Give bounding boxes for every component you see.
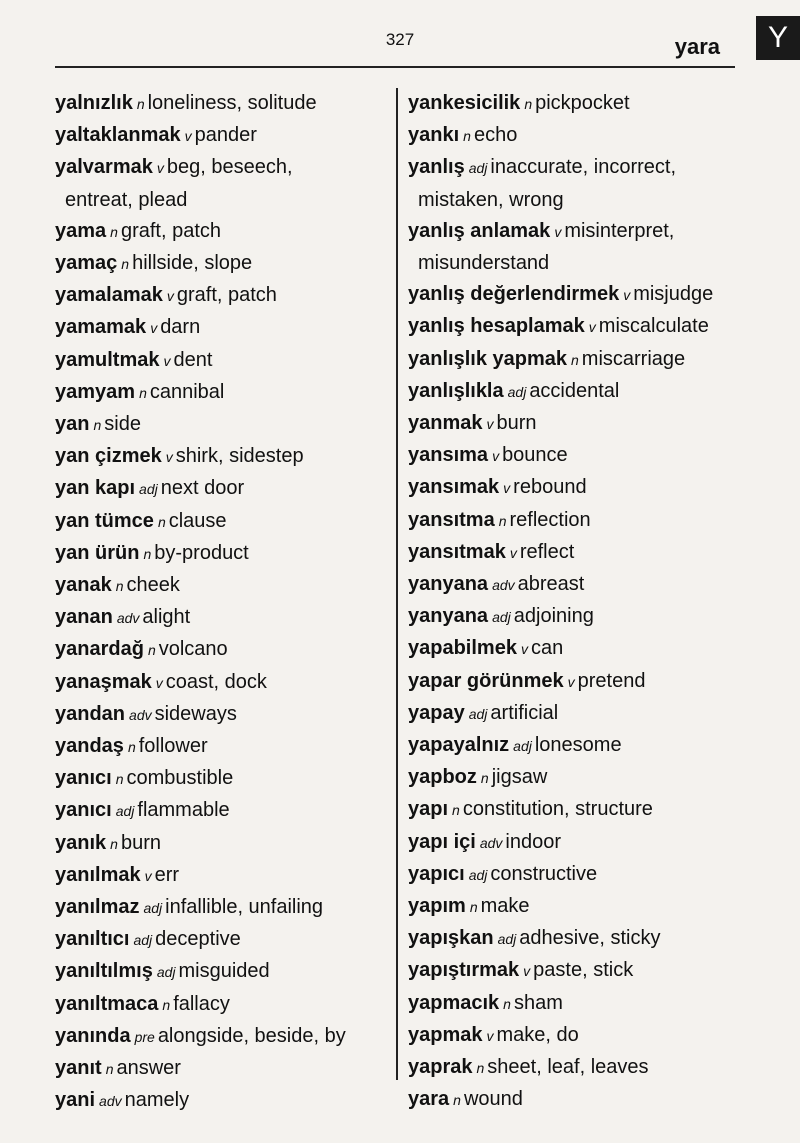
headword: yan ürün (55, 541, 140, 564)
part-of-speech: n (93, 417, 102, 434)
headword: yandan (55, 702, 126, 725)
definition: fallacy (173, 992, 230, 1015)
headword: yanlış hesaplamak (408, 315, 585, 338)
part-of-speech: n (147, 642, 156, 659)
part-of-speech: v (150, 320, 158, 337)
headword: yalnızlık (55, 92, 133, 114)
dictionary-entry (55, 377, 390, 409)
headword: yankı (408, 124, 460, 147)
part-of-speech: v (155, 674, 163, 691)
page-number: 327 (385, 30, 415, 49)
dictionary-entry (408, 762, 798, 794)
definition: misinterpret, (564, 219, 675, 242)
definition: clause (168, 509, 227, 532)
definition: reflect (519, 540, 575, 563)
part-of-speech: adv (492, 577, 515, 594)
part-of-speech: n (143, 545, 152, 562)
part-of-speech: n (480, 770, 489, 787)
dictionary-entry (55, 345, 390, 377)
definition: deceptive (155, 928, 241, 951)
part-of-speech: v (520, 641, 528, 658)
definition: hillside, slope (132, 252, 253, 275)
definition: burn (120, 831, 161, 854)
dictionary-entry (55, 1021, 390, 1053)
headword: yapar görünmek (408, 669, 564, 692)
headword: yanıltılmış (55, 960, 153, 983)
definition: abreast (517, 573, 585, 596)
dictionary-entry (408, 537, 798, 569)
headword: yankesicilik (408, 92, 521, 114)
headword: yanan (55, 606, 113, 629)
headword: yanık (55, 831, 107, 854)
dictionary-entry (408, 279, 798, 311)
dictionary-entry (55, 1053, 390, 1085)
dictionary-entry (55, 280, 390, 312)
definition: cheek (126, 574, 180, 597)
dictionary-entry (408, 955, 798, 987)
part-of-speech: n (498, 512, 507, 529)
headword: yapboz (408, 766, 477, 789)
dictionary-entry (408, 408, 798, 440)
definition: adjoining (513, 605, 594, 628)
headword: yapıştırmak (408, 959, 520, 982)
definition: reflection (509, 508, 591, 531)
definition: wound (463, 1088, 523, 1111)
definition: echo (473, 124, 518, 147)
part-of-speech: adv (99, 1093, 122, 1110)
dictionary-entry (408, 472, 798, 504)
part-of-speech: adj (497, 931, 517, 948)
part-of-speech: n (157, 513, 166, 530)
part-of-speech: adj (468, 160, 488, 177)
definition: next door (160, 477, 245, 500)
headword: yapay (408, 701, 465, 724)
dictionary-entry (408, 923, 798, 955)
definition: alight (142, 606, 191, 629)
definition: artificial (490, 701, 559, 724)
headword: yapışkan (408, 927, 494, 950)
headword: yanıltmaca (55, 992, 159, 1015)
dictionary-entry (55, 409, 390, 441)
dictionary-entry (408, 311, 798, 343)
part-of-speech: n (476, 1060, 485, 1077)
definition: can (530, 637, 564, 660)
headword: yani (55, 1089, 96, 1112)
definition: sheet, leaf, leaves (487, 1056, 649, 1079)
part-of-speech: v (588, 319, 596, 336)
dictionary-entry (408, 827, 798, 859)
headword: yanılmaz (55, 896, 140, 919)
definition: bounce (502, 444, 568, 467)
headword: yamultmak (55, 348, 160, 371)
part-of-speech: n (127, 739, 136, 756)
definition: coast, dock (165, 670, 267, 693)
part-of-speech: adj (133, 932, 153, 949)
definition: answer (116, 1057, 181, 1080)
part-of-speech: v (486, 1027, 494, 1044)
headword: yalvarmak (55, 156, 153, 179)
part-of-speech: n (570, 351, 579, 368)
definition: constructive (490, 862, 598, 885)
definition: adhesive, sticky (519, 927, 661, 950)
headword: yanyana (408, 605, 489, 628)
dictionary-entry (408, 666, 798, 698)
definition-continued: misunderstand (418, 252, 550, 275)
definition: misguided (178, 960, 270, 983)
dictionary-entry (55, 1085, 390, 1117)
part-of-speech: n (139, 384, 147, 401)
part-of-speech: v (165, 449, 173, 466)
part-of-speech: n (162, 996, 171, 1013)
headword: yansıtmak (408, 540, 506, 563)
dictionary-entry (408, 120, 798, 152)
dictionary-entry (408, 698, 798, 730)
part-of-speech: v (492, 448, 500, 465)
headword: yanılmak (55, 863, 141, 886)
dictionary-entry (55, 312, 390, 344)
dictionary-entry (55, 88, 390, 120)
dictionary-entry (55, 731, 390, 763)
definition: indoor (505, 830, 561, 853)
part-of-speech: n (503, 995, 511, 1012)
part-of-speech: v (163, 352, 171, 369)
definition: side (104, 413, 141, 436)
definition: constitution, structure (462, 798, 653, 821)
dictionary-entry (55, 989, 390, 1021)
part-of-speech: adj (115, 803, 135, 820)
dictionary-entry (408, 344, 798, 376)
dictionary-entry (408, 505, 798, 537)
part-of-speech: v (623, 287, 631, 304)
headword: yansımak (408, 476, 500, 499)
definition: make (480, 895, 530, 918)
definition: alongside, beside, by (157, 1024, 346, 1047)
headword: yan (55, 413, 90, 436)
part-of-speech: v (509, 544, 517, 561)
headword: yaprak (408, 1056, 473, 1079)
definition: inaccurate, incorrect, (490, 156, 677, 179)
headword: yamalamak (55, 284, 163, 307)
definition: volcano (158, 638, 228, 661)
headword: yamyam (55, 380, 136, 403)
part-of-speech: pre (134, 1028, 155, 1045)
part-of-speech: n (110, 223, 118, 240)
dictionary-entry (55, 763, 390, 795)
part-of-speech: n (452, 802, 460, 819)
headword: yara (408, 1088, 450, 1111)
letter-tab: Y (756, 16, 800, 60)
headword: yapı içi (408, 830, 476, 853)
definition: loneliness, solitude (147, 92, 317, 114)
definition: beg, beseech, (166, 156, 293, 179)
part-of-speech: v (144, 867, 152, 884)
dictionary-entry (408, 1052, 798, 1084)
definition: darn (160, 316, 201, 339)
dictionary-entry (408, 859, 798, 891)
part-of-speech: v (166, 288, 174, 305)
part-of-speech: n (115, 578, 124, 595)
headword: yanardağ (55, 638, 144, 661)
headword: yanıt (55, 1057, 102, 1080)
dictionary-entry (408, 891, 798, 923)
headword: yansıtma (408, 508, 495, 531)
definition-continued: entreat, plead (65, 188, 188, 211)
headword: yapabilmek (408, 637, 517, 660)
part-of-speech: v (523, 963, 531, 980)
definition: combustible (126, 767, 234, 790)
column-divider (396, 88, 398, 1080)
definition: dent (173, 348, 213, 371)
left-column (55, 88, 390, 1118)
dictionary-entry (408, 1084, 798, 1116)
headword: yanıltıcı (55, 928, 130, 951)
definition: miscalculate (598, 315, 709, 338)
dictionary-entry (55, 602, 390, 634)
part-of-speech: n (115, 771, 124, 788)
part-of-speech: v (486, 416, 494, 433)
definition: accidental (529, 379, 620, 402)
headword: yan çizmek (55, 445, 162, 468)
definition: sideways (154, 702, 237, 725)
definition: flammable (137, 799, 230, 822)
part-of-speech: adj (139, 481, 158, 498)
headword: yapı (408, 798, 449, 821)
dictionary-entry (55, 506, 390, 538)
dictionary-entry (408, 88, 798, 120)
headword: yapım (408, 895, 466, 918)
definition: pretend (577, 669, 646, 692)
definition: namely (124, 1089, 190, 1112)
definition: by-product (154, 541, 249, 564)
headword: yapmak (408, 1023, 483, 1046)
definition: make, do (496, 1023, 579, 1046)
definition: sham (513, 991, 563, 1014)
dictionary-entry (55, 795, 390, 827)
definition: pickpocket (535, 92, 630, 114)
dictionary-entry (408, 988, 798, 1020)
headword: yanıcı (55, 767, 112, 790)
dictionary-entry (408, 440, 798, 472)
definition: graft, patch (176, 284, 277, 307)
definition: pander (194, 124, 257, 147)
headword: yan kapı (55, 477, 136, 500)
definition: miscarriage (581, 347, 686, 370)
part-of-speech: v (554, 223, 562, 240)
definition: shirk, sidestep (175, 445, 304, 468)
dictionary-entry (55, 570, 390, 602)
definition: graft, patch (120, 219, 222, 242)
dictionary-entry (408, 601, 798, 633)
right-column (408, 88, 798, 1117)
part-of-speech: adj (468, 866, 488, 883)
part-of-speech: n (469, 899, 478, 916)
part-of-speech: n (110, 835, 118, 852)
definition-continued: mistaken, wrong (418, 188, 564, 211)
definition: jigsaw (491, 766, 548, 789)
part-of-speech: v (503, 480, 511, 497)
dictionary-entry (408, 633, 798, 665)
headword: yanyana (408, 573, 489, 596)
dictionary-entry (408, 730, 798, 762)
headword: yandaş (55, 735, 124, 758)
headword: yanmak (408, 412, 483, 435)
headword: yanlışlıkla (408, 379, 504, 402)
definition: rebound (513, 476, 587, 499)
headword: yama (55, 219, 107, 242)
part-of-speech: v (156, 160, 164, 177)
headword: yanlış (408, 156, 465, 179)
dictionary-entry (408, 152, 798, 215)
dictionary-entry (55, 860, 390, 892)
definition: cannibal (149, 380, 225, 403)
definition: burn (496, 412, 537, 435)
headword: yanaşmak (55, 670, 152, 693)
headword: yanıcı (55, 799, 112, 822)
dictionary-entry (55, 152, 390, 215)
headword: yapayalnız (408, 734, 510, 757)
part-of-speech: n (453, 1092, 461, 1109)
part-of-speech: n (121, 256, 130, 273)
dictionary-entry (55, 924, 390, 956)
headword: yanlış anlamak (408, 219, 551, 242)
dictionary-entry (55, 699, 390, 731)
part-of-speech: v (567, 673, 575, 690)
guide-word: yara (674, 34, 720, 59)
dictionary-entry (55, 892, 390, 924)
headword: yanında (55, 1024, 131, 1047)
headword: yanlış değerlendirmek (408, 283, 620, 306)
headword: yamaç (55, 252, 118, 275)
part-of-speech: adv (116, 610, 140, 627)
headword: yan tümce (55, 509, 154, 532)
dictionary-entry (408, 216, 798, 279)
headword: yanak (55, 574, 112, 597)
dictionary-entry (55, 441, 390, 473)
dictionary-entry (55, 667, 390, 699)
part-of-speech: adj (507, 383, 527, 400)
part-of-speech: n (136, 96, 145, 112)
dictionary-entry (408, 569, 798, 601)
dictionary-entry (55, 216, 390, 248)
part-of-speech: n (524, 96, 533, 112)
dictionary-entry (408, 1020, 798, 1052)
definition: lonesome (534, 734, 622, 757)
dictionary-entry (55, 473, 390, 505)
dictionary-entry (55, 248, 390, 280)
dictionary-entry (55, 538, 390, 570)
dictionary-entry (408, 794, 798, 826)
headword: yanlışlık yapmak (408, 347, 567, 370)
dictionary-entry (55, 828, 390, 860)
dictionary-entry (55, 956, 390, 988)
part-of-speech: adv (129, 706, 152, 723)
headword: yansıma (408, 444, 489, 467)
definition: infallible, unfailing (165, 896, 324, 919)
definition: err (154, 863, 180, 886)
definition: paste, stick (533, 959, 634, 982)
header-rule (55, 66, 735, 68)
part-of-speech: n (463, 128, 471, 145)
part-of-speech: adj (492, 609, 511, 626)
dictionary-entry (55, 120, 390, 152)
part-of-speech: n (105, 1061, 114, 1078)
headword: yaltaklanmak (55, 124, 181, 147)
part-of-speech: adv (479, 834, 503, 851)
headword: yamamak (55, 316, 147, 339)
part-of-speech: adj (156, 964, 176, 981)
dictionary-entry (408, 376, 798, 408)
part-of-speech: adj (143, 900, 163, 917)
definition: follower (138, 735, 208, 758)
definition: misjudge (633, 283, 714, 306)
headword: yapıcı (408, 862, 465, 885)
part-of-speech: adj (513, 738, 532, 755)
headword: yapmacık (408, 991, 500, 1014)
dictionary-entry (55, 634, 390, 666)
part-of-speech: v (184, 128, 192, 145)
part-of-speech: adj (468, 705, 488, 722)
